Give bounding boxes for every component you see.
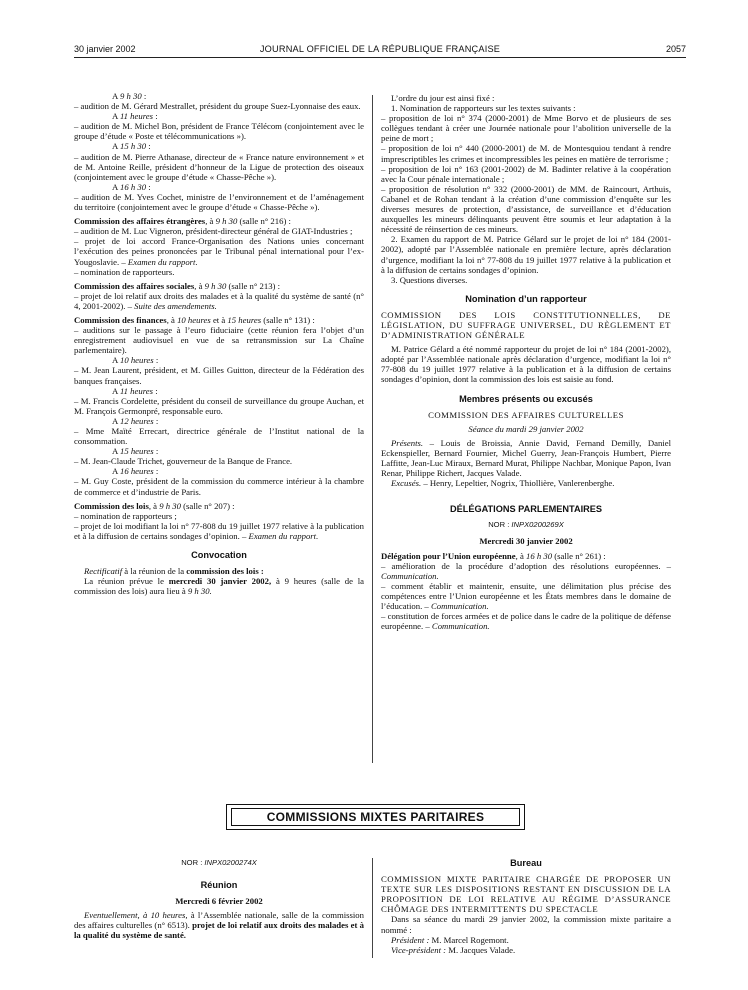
agenda-item: – projet de loi relatif aux droits des malades et à la qualité du système de santé (n° 4, 2001-2002). – Suite des amendements. xyxy=(74,290,364,311)
time-label: A 15 heures : xyxy=(112,446,159,457)
agenda-item: – Mme Maïté Errecart, directrice générale de l’Institut national de la consommation. xyxy=(74,426,364,447)
agenda-point-2: 2. Examen du rapport de M. Patrice Gélard sur le projet de loi n° 184 (2001-2002), adopté par l’Assemblée nationale en première lecture, après déclaration d’urgence, modifiant la loi n° 77-808 du 19 juillet 1977 relative à la publication et à la diffusion de certains sondages d’opinion. xyxy=(381,234,671,275)
commission-name: COMMISSION DES LOIS CONSTITUTIONNELLES, DE LÉGISLATION, DU SUFFRAGE UNIVERSEL, DU RÈGLEMENT ET D’ADMINISTRATION GÉNÉRALE xyxy=(381,309,671,341)
section-title-reunion: Réunion xyxy=(200,880,238,891)
agenda-item: – proposition de loi n° 163 (2001-2002) de M. Badinter relative à la coopération avec la Cour pénale internationale ; xyxy=(381,163,671,184)
convocation-paragraph: La réunion prévue le mercredi 30 janvier 2002, à 9 heures (salle de la commission des lois) aura lieu à 9 h 30. xyxy=(74,576,365,597)
header-page-number: 2057 xyxy=(665,44,686,54)
agenda-item: – comment établir et maintenir, ensuite, une délimitation plus précise des compétences entre l’Union européenne et les États membres dans le domaine de l’éducation. – Communication. xyxy=(381,580,671,612)
meeting-date: Mercredi 30 janvier 2002 xyxy=(479,536,573,547)
presents-paragraph: Présents. – Louis de Broissia, Annie David, Fernand Demilly, Daniel Eckenspieller, Bernard Fournier, Michel Guerry, Jean-François Humbert, Pierre Laffitte, Jean-Luc Miraux, Bernard Murat, Philippe Nachbar, Monique Papon, Ivan Renar, Philippe Richert, Jacques Valade. xyxy=(381,437,671,479)
header-rule xyxy=(74,57,686,58)
section-title-delegations: DÉLÉGATIONS PARLEMENTAIRES xyxy=(449,504,603,515)
nor-reference: NOR : INPX0200274X xyxy=(181,858,257,867)
left-column xyxy=(74,91,364,596)
column-divider xyxy=(372,858,373,958)
agenda-item: – constitution de forces armées et de police dans le cadre de la politique de défense européenne. – Communication. xyxy=(381,611,671,632)
cmp-banner xyxy=(226,804,525,830)
header-date: 30 janvier 2002 xyxy=(74,44,136,54)
nor-reference: NOR : INPX0200269X xyxy=(488,520,564,530)
agenda-item: – audition de M. Yves Cochet, ministre de l’environnement et de l’aménagement du territoire (conjointement avec le groupe d’étude « Chasse-Pêche »). xyxy=(74,191,364,213)
seance-date: Séance du mardi 29 janvier 2002 xyxy=(468,423,584,434)
column-divider xyxy=(372,95,373,763)
agenda-item: – auditions sur le passage à l’euro fiduciaire (cette réunion fera l’objet d’un enregistrement audiovisuel en vue de sa retransmission sur La Chaîne parlementaire). xyxy=(74,325,364,356)
agenda-item: – M. Guy Coste, président de la commission du commerce intérieur à la chambre de commerce et d’industrie de Paris. xyxy=(74,476,364,497)
nomination-paragraph: M. Patrice Gélard a été nommé rapporteur du projet de loi n° 184 (2001-2002), adopté par l’Assemblée nationale après déclaration d’urgence, modifiant la loi n° 77-808 du 19 juillet 1977 relative à la publication et à la diffusion de certains sondages d’opinion, dont la commission des lois est saisie au fond. xyxy=(381,344,671,385)
agenda-item: – nomination de rapporteurs. xyxy=(74,266,175,277)
right-column xyxy=(381,93,671,631)
time-label: A 9 h 30 : xyxy=(112,91,147,101)
agenda-item: – audition de M. Gérard Mestrallet, président du groupe Suez-Lyonnaise des eaux. xyxy=(74,101,361,112)
agenda-item: – proposition de loi n° 440 (2000-2001) de M. de Montesquiou tendant à rendre imprescriptibles les crimes et incompressibles les peines en matière de terrorisme ; xyxy=(381,143,671,164)
agenda-item: – proposition de loi n° 374 (2000-2001) de Mme Borvo et de plusieurs de ses collègues tendant à créer une Journée nationale pour l’abolition universelle de la peine de mort ; xyxy=(381,113,671,144)
section-title-bureau: Bureau xyxy=(510,858,542,868)
time-label: A 11 heures : xyxy=(112,111,158,122)
time-label: A 11 heures : xyxy=(112,385,158,396)
agenda-item: – audition de M. Pierre Athanase, directeur de « France nature environnement » et de M. Antoine Reille, président d’honneur de la Ligue de protection des oiseaux (conjointement avec le groupe d’étude « Chasse-Pêche »). xyxy=(74,151,364,182)
agenda-item: – M. Jean Laurent, président, et M. Gilles Guitton, directeur de la Fédération des banques françaises. xyxy=(74,365,364,386)
bureau-paragraph: Dans sa séance du mardi 29 janvier 2002, la commission mixte paritaire a nommé : xyxy=(381,914,671,935)
agenda-item: – nomination de rapporteurs ; xyxy=(74,510,177,521)
agenda-intro: L’ordre du jour est ainsi fixé : xyxy=(391,93,495,103)
commission-heading-finances: Commission des finances, à 10 heures et à 15 heures (salle n° 131) : xyxy=(74,314,315,325)
excuses-paragraph: Excusés. – Henry, Lepeltier, Nogrix, Thiollière, Vanlerenberghe. xyxy=(391,478,615,489)
time-label: A 12 heures : xyxy=(112,415,159,426)
time-label: A 10 heures : xyxy=(112,355,159,366)
time-label: A 16 h 30 : xyxy=(112,181,151,192)
meeting-date: Mercredi 6 février 2002 xyxy=(175,896,263,907)
commission-heading-sociales: Commission des affaires sociales, à 9 h 30 (salle n° 213) : xyxy=(74,280,281,291)
commission-name: COMMISSION DES AFFAIRES CULTURELLES xyxy=(428,409,624,420)
commission-heading-lois: Commission des lois, à 9 h 30 (salle n° 207) : xyxy=(74,500,235,511)
page-header xyxy=(74,44,686,58)
agenda-item: – M. Francis Cordelette, président du conseil de surveillance du groupe Auchan, et M. François Germonpré, responsable euro. xyxy=(74,395,364,416)
cmp-banner-title: COMMISSIONS MIXTES PARITAIRES xyxy=(231,808,520,826)
section-title-convocation: Convocation xyxy=(191,550,247,561)
time-label: A 15 h 30 : xyxy=(112,141,151,152)
header-journal-title: JOURNAL OFFICIEL DE LA RÉPUBLIQUE FRANÇAISE xyxy=(259,44,501,54)
agenda-point-3: 3. Questions diverses. xyxy=(391,274,468,285)
president-line: Président : M. Marcel Rogemont. xyxy=(391,934,509,945)
time-label: A 16 heures : xyxy=(112,466,159,477)
cmp-right-column xyxy=(381,858,671,955)
section-title-membres: Membres présents ou excusés xyxy=(459,393,593,404)
agenda-item: – audition de M. Luc Vigneron, président-directeur général de GIAT-Industries ; xyxy=(74,226,353,237)
section-title-nomination: Nomination d’un rapporteur xyxy=(465,293,587,304)
agenda-item: – audition de M. Michel Bon, président de France Télécom (conjointement avec le groupe d’étude « Poste et télécommunications »). xyxy=(74,121,364,142)
commission-name: COMMISSION MIXTE PARITAIRE CHARGÉE DE PROPOSER UN TEXTE SUR LES DISPOSITIONS RESTANT EN DISCUSSION DE LA PROPOSITION DE LOI RELATIVE AU RÉGIME D’ASSURANCE CHÔMAGE DES INTERMITTENTS DU SPECTACLE xyxy=(381,874,671,915)
agenda-item: – proposition de résolution n° 332 (2000-2001) de MM. de Raincourt, Arthuis, Cabanel et de Rohan tendant à la création d’une commission d’enquête sur les diverses mesures de protection, d’assistance, de surveillance et d’éducation auxquelles les mineurs délinquants peuvent être soumis et leur adaptation à la nécessité de réinsertion de ces mineurs. xyxy=(381,183,671,235)
rectificatif-paragraph: Rectificatif à la réunion de la commission des lois : xyxy=(84,566,264,577)
commission-heading-etrangeres: Commission des affaires étrangères, à 9 h 30 (salle n° 216) : xyxy=(74,216,291,227)
agenda-item: – amélioration de la procédure d’adoption des résolutions européennes. – Communication. xyxy=(381,560,671,581)
vice-president-line: Vice-président : M. Jacques Valade. xyxy=(391,944,516,955)
agenda-point-1: 1. Nomination de rapporteurs sur les textes suivants : xyxy=(391,103,576,114)
delegation-heading: Délégation pour l’Union européenne, à 16 h 30 (salle n° 261) : xyxy=(381,550,606,561)
agenda-item: – projet de loi modifiant la loi n° 77-808 du 19 juillet 1977 relative à la publication et à la diffusion de certains sondages d’opinion. – Examen du rapport. xyxy=(74,520,364,541)
reunion-paragraph: Eventuellement, à 10 heures, à l’Assemblée nationale, salle de la commission des affaires culturelles (n° 6513). projet de loi relatif aux droits des malades et à la qualité du système de santé. xyxy=(74,910,364,941)
cmp-left-column xyxy=(74,852,364,941)
agenda-item: – projet de loi accord France-Organisation des Nations unies concernant l’exécution des peines prononcées par le Tribunal pénal international pour l’ex-Yougoslavie. – Examen du rapport. xyxy=(74,236,364,267)
agenda-item: – M. Jean-Claude Trichet, gouverneur de la Banque de France. xyxy=(74,456,293,467)
